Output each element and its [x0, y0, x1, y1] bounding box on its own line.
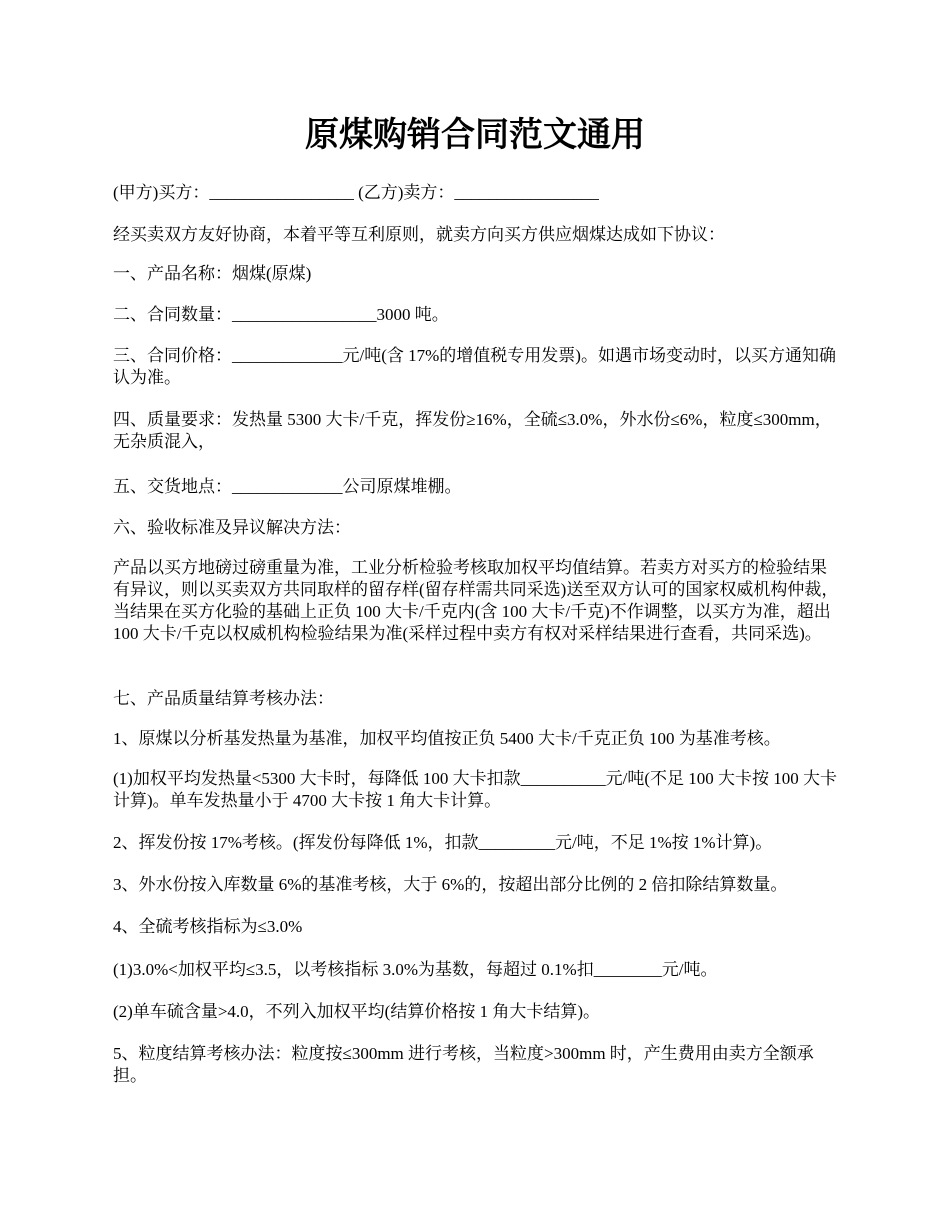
clause-settlement-heading: 七、产品质量结算考核办法： [113, 689, 334, 708]
settlement-item-4: 4、全硫考核指标为≤3.0% [113, 917, 303, 936]
parties-line: (甲方)买方：_________________ (乙方)卖方：_________________ [113, 183, 599, 202]
clause-acceptance-body: 产品以买方地磅过磅重量为准，工业分析检验考核取加权平均值结算。若卖方对买方的检验结果有异议，则以买卖双方共同取样的留存样(留存样需共同采选)送至双方认可的国家权威机构仲裁，当结果在买方化验的基础上正负 100 大卡/千克内(含 100 大卡/千克)不作调整，以买方为准，超出 100 大卡/千克以权威机构检验结果为准(采样过程中卖方有权对采样结果进行查看，共同采选)。 [113, 558, 839, 643]
settlement-item-5: 5、粒度结算考核办法：粒度按≤300mm 进行考核，当粒度>300mm 时，产生费用由卖方全额承担。 [113, 1044, 814, 1085]
settlement-item-3: 3、外水份按入库数量 6%的基准考核，大于 6%的，按超出部分比例的 2 倍扣除结算数量。 [113, 875, 788, 894]
clause-product-name: 一、产品名称：烟煤(原煤) [113, 264, 312, 283]
clause-acceptance-heading: 六、验收标准及异议解决方法： [113, 518, 351, 537]
settlement-item-4-sub-1: (1)3.0%<加权平均≤3.5，以考核指标 3.0%为基数，每超过 0.1%扣________元/吨。 [113, 960, 718, 979]
clause-delivery-place: 五、交货地点：_____________公司原煤堆棚。 [113, 477, 462, 496]
settlement-item-1: 1、原煤以分析基发热量为基准，加权平均值按正负 5400 大卡/千克正负 100 为基准考核。 [113, 729, 781, 748]
settlement-item-2: 2、挥发份按 17%考核。(挥发份每降低 1%，扣款_________元/吨，不足 1%按 1%计算)。 [113, 833, 773, 852]
clause-quantity: 二、合同数量：_________________3000 吨。 [113, 305, 449, 324]
settlement-item-1-sub-1: (1)加权平均发热量<5300 大卡时，每降低 100 大卡扣款__________元/吨(不足 100 大卡按 100 大卡计算)。单车发热量小于 4700 大卡按 1 角大卡计算。 [113, 769, 838, 810]
preamble: 经买卖双方友好协商，本着平等互利原则，就卖方向买方供应烟煤达成如下协议： [113, 225, 725, 244]
clause-price: 三、合同价格：_____________元/吨(含 17%的增值税专用发票)。如遇市场变动时，以买方通知确认为准。 [113, 346, 836, 387]
document-title: 原煤购销合同范文通用 [305, 117, 645, 154]
clause-quality: 四、质量要求：发热量 5300 大卡/千克，挥发份≥16%，全硫≤3.0%，外水份≤6%，粒度≤300mm，无杂质混入， [113, 410, 832, 451]
settlement-item-4-sub-2: (2)单车硫含量>4.0，不列入加权平均(结算价格按 1 角大卡结算)。 [113, 1002, 600, 1021]
